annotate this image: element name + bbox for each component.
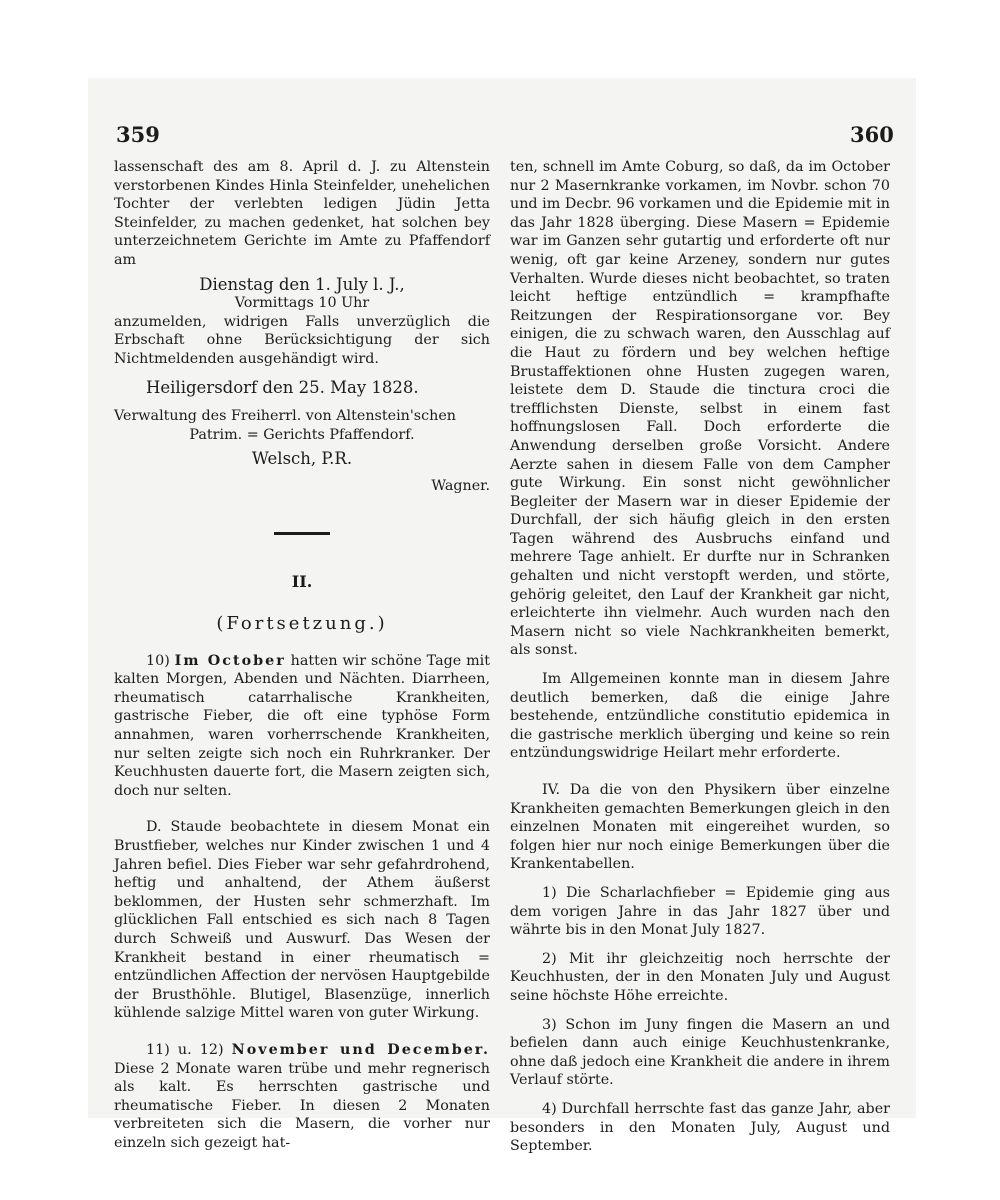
- item-4-diarrhea: 4) Durchfall herrschte fast das ganze Jahr, aber besonders in den Monaten July, August und September.: [510, 1100, 890, 1155]
- paragraph-october: [114, 652, 490, 801]
- continuation-heading: (Fortsetzung.): [216, 613, 388, 635]
- section-heading: II.: [291, 571, 313, 591]
- item-1-scarlet-fever: 1) Die Scharlachfieber = Epidemie ging aus dem vorigen Jahre in das Jahr 1827 über und währte bis in den Monat July 1827.: [510, 884, 890, 939]
- notice-paragraph: lassenschaft des am 8. April d. J. zu Altenstein verstorbenen Kindes Hinla Steinfelder, unehelichen Tochter der verlebten ledigen Jüdin Jetta Steinfelder, zu machen gedenket, hat solchen bey unterzeichnetem Gerichte im Amte zu Pfaffendorf am: [114, 159, 490, 268]
- section-divider: [274, 532, 330, 535]
- date-line: Dienstag den 1. July l. J.,: [199, 274, 405, 294]
- signature-welsch: Welsch, P.R.: [251, 449, 353, 469]
- item-2-whooping-cough: 2) Mit ihr gleichzeitig noch herrschte der Keuchhusten, der in den Monaten July und August seine höchste Höhe erreichte.: [510, 950, 890, 1004]
- right-column: [510, 158, 890, 1156]
- general-paragraph: Im Allgemeinen konnte man in diesem Jahre deutlich bemerken, daß die einige Jahre bestehende, entzündliche constitutio epidemica in die gastrische merklich überging und keine so rein entzündungswidrige Heilart mehr erforderte.: [510, 671, 890, 762]
- measles-paragraph: ten, schnell im Amte Coburg, so daß, da im October nur 2 Masernkranke vorkamen, im Novbr. schon 70 und im Decbr. 96 vorkamen und die Epidemie mit in das Jahr 1828 überging. Diese Masern = Epidemie war im Ganzen sehr gutartig und erforderte oft nur wenig, oft gar keine Arzeney, sondern nur gutes Verhalten. Wurde dieses nicht beobachtet, so traten leicht heftige entzündlich = krampfhafte Reitzungen der Respirationsorgane vor. Bey einigen, die zu schwach waren, den Ausschlag auf die Haut zu fördern und bey welchen heftige Brustaffektionen ohne Husten zugegen waren, leistete dem D. Staude die tinctura croci die trefflichsten Dienste, selbst in einem fast hoffnungslosen Fall. Doch erforderte die Anwendung derselben große Vorsicht. Andere Aerzte sahen in diesem Falle von dem Campher gute Wirkung. Ein sonst nicht gewöhnlicher Begleiter der Masern war in dieser Epidemie der Durchfall, der sich häufig gleich in den ersten Tagen während des Ausbruchs einfand und mehrere Tage anhielt. Er durfte nur in Schranken gehalten und nicht verstopft werden, und störte, gehörig geleitet, den Lauf der Krankheit gar nicht, erleichterte ihn vielmehr. Auch wurden nach den Masern nicht so viele Nachkrankheiten bemerkt, als sonst.: [510, 159, 890, 659]
- item-3-measles: 3) Schon im Juny fingen die Masern an und befielen dann auch einige Keuchhustenkranke, ohne daß jedoch eine Krankheit die andere in ihrem Verlauf störte.: [510, 1016, 890, 1089]
- time-line: Vormittags 10 Uhr: [234, 295, 370, 312]
- paragraph-november-text: Diese 2 Monate waren trübe und mehr regnerisch als kalt. Es herrschten gastrische und rheumatische Fieber. In diesen 2 Monaten verbreiteten sich die Masern, die vorher nur einzeln sich gezeigt hat-: [114, 1060, 490, 1151]
- paragraph-staude: D. Staude beobachtete in diesem Monat ein Brustfieber, welches nur Kinder zwischen 1 und 4 Jahren befiel. Dies Fieber war sehr gefahrdrohend, heftig und anhaltend, der Athem äußerst beklommen, der Husten sehr schmerzhaft. Im glücklichen Fall entschied es sich nach 8 Tagen durch Schweiß und Auswurf. Das Wesen der Krankheit bestand in einer rheumatisch = entzündlichen Affection der nervösen Hauptgebilde der Brusthöhle. Blutigel, Blasenzüge, innerlich kühlende salzige Mittel waren von guter Wirkung.: [114, 819, 490, 1022]
- signature-wagner: Wagner.: [431, 477, 490, 494]
- paragraph-number: 10): [146, 652, 170, 669]
- administration-line-1: Verwaltung des Freiherrl. von Altenstein'schen: [114, 408, 457, 425]
- administration-line-2: Patrim. = Gerichts Pfaffendorf.: [189, 426, 415, 443]
- paragraph-october-text: hatten wir schöne Tage mit kalten Morgen, Abenden und Nächten. Diarrheen, rheumatisch catarrhalische Krankheiten, gastrische Fieber, die oft eine typhöse Form annahmen, waren vorherrschende Krankheiten, nur selten zeigte sich noch ein Ruhrkranker. Der Keuchhusten dauerte fort, die Masern zeigten sich, doch nur selten.: [114, 652, 491, 799]
- section-iv-paragraph: IV. Da die von den Physikern über einzelne Krankheiten gemachten Bemerkungen gleich in den einzelnen Monaten mit eingereihet wurden, so folgen hier nur noch einige Bemerkungen über die Krankentabellen.: [510, 782, 890, 873]
- left-column: [114, 158, 490, 1153]
- months-november-december: November und December.: [231, 1041, 491, 1058]
- month-october: Im October: [174, 652, 286, 669]
- paragraph-november-december: [114, 1041, 490, 1153]
- page-number-left: 359: [116, 122, 160, 147]
- place-date-line: Heiligersdorf den 25. May 1828.: [146, 377, 419, 397]
- page-number-right: 360: [850, 122, 894, 147]
- paragraph-number: 11) u. 12): [146, 1041, 224, 1058]
- notice-paragraph-2: anzumelden, widrigen Falls unverzüglich die Erbschaft ohne Berücksichtigung der sich Nichtmeldenden ausgehändigt wird.: [114, 313, 490, 367]
